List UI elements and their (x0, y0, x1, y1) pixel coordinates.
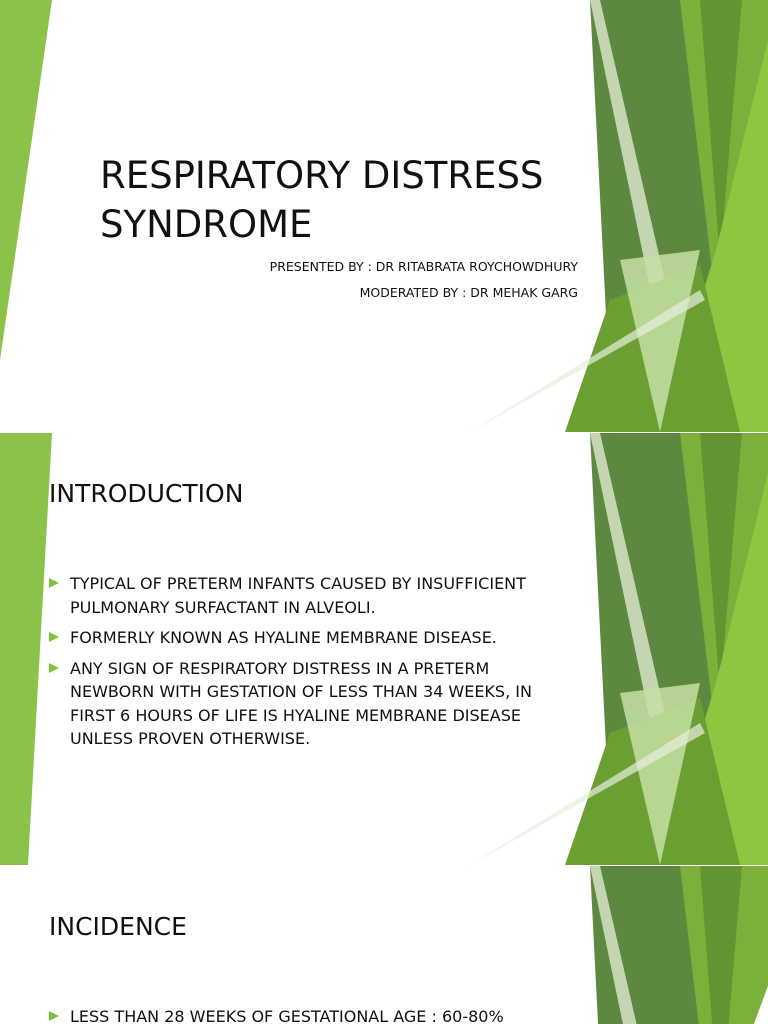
bullet-arrow-icon (49, 632, 59, 642)
bullet-list (49, 572, 569, 758)
bullet-text: ANY SIGN OF RESPIRATORY DISTRESS IN A PRETERM NEWBORN WITH GESTATION OF LESS THAN 34 WEEKS, IN FIRST 6 HOURS OF LIFE IS HYALINE MEMBRANE DISEASE UNLESS PROVEN OTHERWISE. (70, 658, 532, 748)
moderator-line: MODERATED BY : DR MEHAK GARG (359, 285, 578, 300)
slide-heading: INTRODUCTION (49, 479, 244, 508)
bullet-list (49, 1005, 569, 1024)
list-item (49, 572, 569, 619)
list-item (49, 1005, 569, 1024)
bullet-arrow-icon (49, 578, 59, 588)
list-item (49, 626, 569, 650)
list-item (49, 657, 569, 751)
bullet-text: LESS THAN 28 WEEKS OF GESTATIONAL AGE : 60-80% (70, 1007, 504, 1024)
slide-heading: INCIDENCE (49, 912, 187, 941)
bullet-text: TYPICAL OF PRETERM INFANTS CAUSED BY INSUFFICIENT PULMONARY SURFACTANT IN ALVEOLI. (70, 574, 526, 617)
bullet-arrow-icon (49, 1011, 59, 1021)
bullet-arrow-icon (49, 663, 59, 673)
title-slide (0, 0, 768, 432)
presentation-title: RESPIRATORY DISTRESS SYNDROME (100, 154, 544, 246)
bullet-text: FORMERLY KNOWN AS HYALINE MEMBRANE DISEASE. (70, 628, 497, 647)
introduction-slide (0, 433, 768, 865)
presenter-line: PRESENTED BY : DR RITABRATA ROYCHOWDHURY (269, 259, 578, 274)
green-facet-decoration (0, 866, 768, 1024)
incidence-slide (0, 866, 768, 1024)
